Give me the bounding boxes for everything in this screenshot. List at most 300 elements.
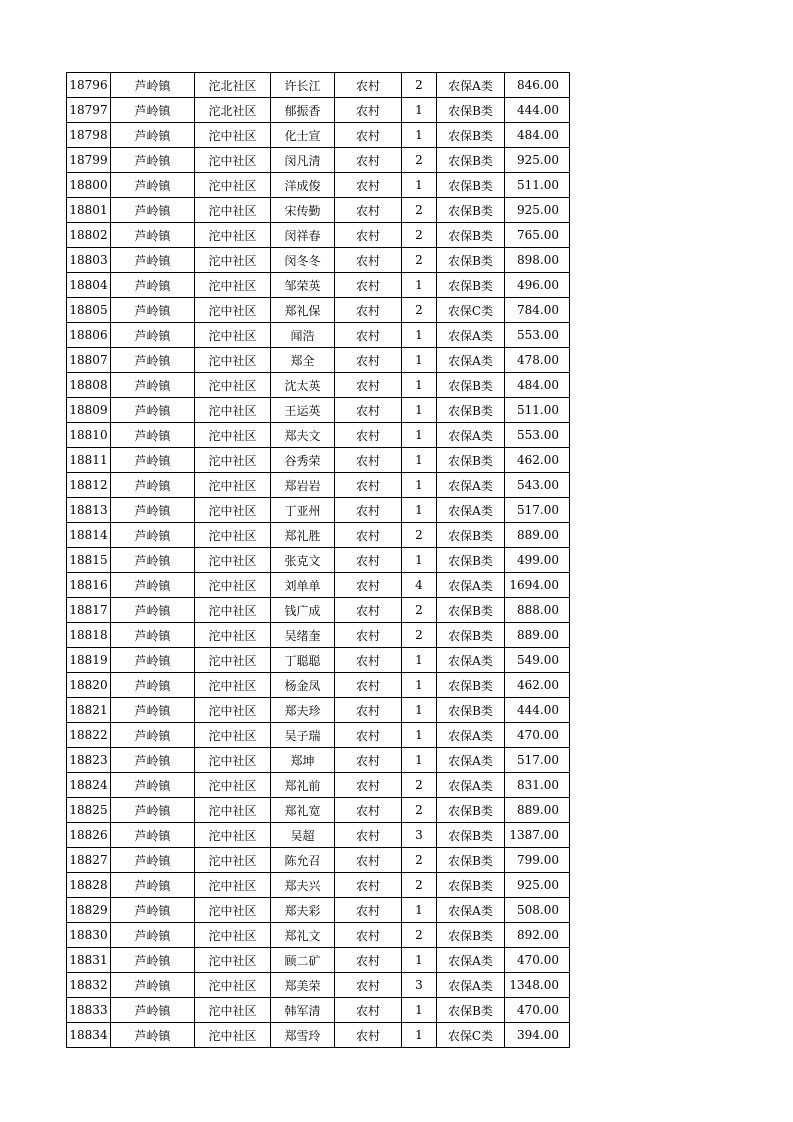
person-name-cell: 陈允召 xyxy=(271,848,335,873)
serial-number-cell: 18818 xyxy=(67,623,111,648)
category-cell: 农村 xyxy=(335,323,402,348)
town-cell: 芦岭镇 xyxy=(111,823,195,848)
household-count-cell: 1 xyxy=(402,648,437,673)
community-cell: 沱中社区 xyxy=(195,448,271,473)
category-cell: 农村 xyxy=(335,948,402,973)
amount-cell: 508.00 xyxy=(505,898,570,923)
household-count-cell: 1 xyxy=(402,423,437,448)
insurance-class-cell: 农保B类 xyxy=(437,173,505,198)
town-cell: 芦岭镇 xyxy=(111,248,195,273)
serial-number-cell: 18796 xyxy=(67,73,111,98)
community-cell: 沱中社区 xyxy=(195,998,271,1023)
table-row xyxy=(67,998,570,1023)
town-cell: 芦岭镇 xyxy=(111,898,195,923)
amount-cell: 444.00 xyxy=(505,698,570,723)
insurance-class-cell: 农保B类 xyxy=(437,523,505,548)
household-count-cell: 1 xyxy=(402,723,437,748)
community-cell: 沱中社区 xyxy=(195,123,271,148)
amount-cell: 889.00 xyxy=(505,623,570,648)
person-name-cell: 郑全 xyxy=(271,348,335,373)
community-cell: 沱中社区 xyxy=(195,798,271,823)
insurance-class-cell: 农保B类 xyxy=(437,923,505,948)
amount-cell: 517.00 xyxy=(505,748,570,773)
amount-cell: 470.00 xyxy=(505,948,570,973)
table-row xyxy=(67,548,570,573)
category-cell: 农村 xyxy=(335,698,402,723)
community-cell: 沱中社区 xyxy=(195,423,271,448)
serial-number-cell: 18829 xyxy=(67,898,111,923)
household-count-cell: 1 xyxy=(402,448,437,473)
table-row xyxy=(67,848,570,873)
person-name-cell: 郑夫文 xyxy=(271,423,335,448)
household-count-cell: 1 xyxy=(402,698,437,723)
town-cell: 芦岭镇 xyxy=(111,698,195,723)
household-count-cell: 2 xyxy=(402,223,437,248)
category-cell: 农村 xyxy=(335,648,402,673)
insurance-class-cell: 农保B类 xyxy=(437,273,505,298)
town-cell: 芦岭镇 xyxy=(111,473,195,498)
serial-number-cell: 18830 xyxy=(67,923,111,948)
insurance-class-cell: 农保B类 xyxy=(437,98,505,123)
serial-number-cell: 18802 xyxy=(67,223,111,248)
town-cell: 芦岭镇 xyxy=(111,748,195,773)
serial-number-cell: 18820 xyxy=(67,673,111,698)
town-cell: 芦岭镇 xyxy=(111,723,195,748)
town-cell: 芦岭镇 xyxy=(111,98,195,123)
community-cell: 沱中社区 xyxy=(195,198,271,223)
serial-number-cell: 18810 xyxy=(67,423,111,448)
category-cell: 农村 xyxy=(335,898,402,923)
record-table xyxy=(66,72,570,1048)
table-row xyxy=(67,948,570,973)
amount-cell: 925.00 xyxy=(505,198,570,223)
serial-number-cell: 18819 xyxy=(67,648,111,673)
person-name-cell: 化士宣 xyxy=(271,123,335,148)
community-cell: 沱中社区 xyxy=(195,273,271,298)
town-cell: 芦岭镇 xyxy=(111,573,195,598)
household-count-cell: 2 xyxy=(402,848,437,873)
amount-cell: 553.00 xyxy=(505,423,570,448)
person-name-cell: 闻浩 xyxy=(271,323,335,348)
community-cell: 沱中社区 xyxy=(195,873,271,898)
table-row xyxy=(67,773,570,798)
serial-number-cell: 18797 xyxy=(67,98,111,123)
table-row xyxy=(67,448,570,473)
household-count-cell: 2 xyxy=(402,73,437,98)
town-cell: 芦岭镇 xyxy=(111,998,195,1023)
category-cell: 农村 xyxy=(335,773,402,798)
household-count-cell: 1 xyxy=(402,123,437,148)
serial-number-cell: 18833 xyxy=(67,998,111,1023)
serial-number-cell: 18814 xyxy=(67,523,111,548)
insurance-class-cell: 农保A类 xyxy=(437,498,505,523)
person-name-cell: 谷秀荣 xyxy=(271,448,335,473)
table-row xyxy=(67,73,570,98)
person-name-cell: 邹荣英 xyxy=(271,273,335,298)
serial-number-cell: 18822 xyxy=(67,723,111,748)
amount-cell: 462.00 xyxy=(505,673,570,698)
town-cell: 芦岭镇 xyxy=(111,548,195,573)
community-cell: 沱中社区 xyxy=(195,398,271,423)
person-name-cell: 洋成俊 xyxy=(271,173,335,198)
insurance-class-cell: 农保A类 xyxy=(437,73,505,98)
table-row xyxy=(67,398,570,423)
town-cell: 芦岭镇 xyxy=(111,873,195,898)
insurance-class-cell: 农保B类 xyxy=(437,223,505,248)
insurance-class-cell: 农保B类 xyxy=(437,398,505,423)
serial-number-cell: 18824 xyxy=(67,773,111,798)
person-name-cell: 郑礼胜 xyxy=(271,523,335,548)
household-count-cell: 1 xyxy=(402,948,437,973)
community-cell: 沱中社区 xyxy=(195,573,271,598)
amount-cell: 889.00 xyxy=(505,798,570,823)
table-row xyxy=(67,648,570,673)
community-cell: 沱中社区 xyxy=(195,248,271,273)
person-name-cell: 郑夫珍 xyxy=(271,698,335,723)
serial-number-cell: 18812 xyxy=(67,473,111,498)
amount-cell: 889.00 xyxy=(505,523,570,548)
category-cell: 农村 xyxy=(335,73,402,98)
person-name-cell: 刘单单 xyxy=(271,573,335,598)
amount-cell: 1694.00 xyxy=(505,573,570,598)
serial-number-cell: 18801 xyxy=(67,198,111,223)
community-cell: 沱中社区 xyxy=(195,348,271,373)
community-cell: 沱中社区 xyxy=(195,223,271,248)
person-name-cell: 郁振香 xyxy=(271,98,335,123)
table-row xyxy=(67,273,570,298)
category-cell: 农村 xyxy=(335,523,402,548)
serial-number-cell: 18803 xyxy=(67,248,111,273)
household-count-cell: 1 xyxy=(402,498,437,523)
table-row xyxy=(67,98,570,123)
person-name-cell: 郑夫彩 xyxy=(271,898,335,923)
table-row xyxy=(67,823,570,848)
serial-number-cell: 18826 xyxy=(67,823,111,848)
community-cell: 沱中社区 xyxy=(195,1023,271,1048)
town-cell: 芦岭镇 xyxy=(111,648,195,673)
table-row xyxy=(67,698,570,723)
insurance-class-cell: 农保B类 xyxy=(437,823,505,848)
insurance-class-cell: 农保C类 xyxy=(437,298,505,323)
person-name-cell: 闵祥春 xyxy=(271,223,335,248)
insurance-class-cell: 农保A类 xyxy=(437,723,505,748)
amount-cell: 765.00 xyxy=(505,223,570,248)
serial-number-cell: 18807 xyxy=(67,348,111,373)
serial-number-cell: 18806 xyxy=(67,323,111,348)
category-cell: 农村 xyxy=(335,923,402,948)
community-cell: 沱中社区 xyxy=(195,923,271,948)
serial-number-cell: 18809 xyxy=(67,398,111,423)
person-name-cell: 沈太英 xyxy=(271,373,335,398)
serial-number-cell: 18823 xyxy=(67,748,111,773)
serial-number-cell: 18817 xyxy=(67,598,111,623)
household-count-cell: 2 xyxy=(402,923,437,948)
person-name-cell: 杨金凤 xyxy=(271,673,335,698)
household-count-cell: 1 xyxy=(402,273,437,298)
town-cell: 芦岭镇 xyxy=(111,923,195,948)
insurance-class-cell: 农保A类 xyxy=(437,748,505,773)
category-cell: 农村 xyxy=(335,98,402,123)
household-count-cell: 1 xyxy=(402,173,437,198)
household-count-cell: 1 xyxy=(402,898,437,923)
person-name-cell: 郑坤 xyxy=(271,748,335,773)
amount-cell: 484.00 xyxy=(505,123,570,148)
town-cell: 芦岭镇 xyxy=(111,623,195,648)
person-name-cell: 钱广成 xyxy=(271,598,335,623)
insurance-class-cell: 农保B类 xyxy=(437,198,505,223)
serial-number-cell: 18821 xyxy=(67,698,111,723)
household-count-cell: 2 xyxy=(402,798,437,823)
table-row xyxy=(67,298,570,323)
table-row xyxy=(67,573,570,598)
insurance-class-cell: 农保B类 xyxy=(437,798,505,823)
table-row xyxy=(67,798,570,823)
person-name-cell: 郑礼前 xyxy=(271,773,335,798)
town-cell: 芦岭镇 xyxy=(111,123,195,148)
category-cell: 农村 xyxy=(335,498,402,523)
town-cell: 芦岭镇 xyxy=(111,1023,195,1048)
insurance-class-cell: 农保A类 xyxy=(437,473,505,498)
person-name-cell: 宋传勤 xyxy=(271,198,335,223)
table-row xyxy=(67,198,570,223)
serial-number-cell: 18831 xyxy=(67,948,111,973)
serial-number-cell: 18798 xyxy=(67,123,111,148)
insurance-class-cell: 农保B类 xyxy=(437,148,505,173)
table-row xyxy=(67,323,570,348)
serial-number-cell: 18811 xyxy=(67,448,111,473)
category-cell: 农村 xyxy=(335,998,402,1023)
town-cell: 芦岭镇 xyxy=(111,673,195,698)
community-cell: 沱中社区 xyxy=(195,373,271,398)
household-count-cell: 4 xyxy=(402,573,437,598)
town-cell: 芦岭镇 xyxy=(111,423,195,448)
amount-cell: 888.00 xyxy=(505,598,570,623)
town-cell: 芦岭镇 xyxy=(111,798,195,823)
category-cell: 农村 xyxy=(335,673,402,698)
category-cell: 农村 xyxy=(335,398,402,423)
serial-number-cell: 18808 xyxy=(67,373,111,398)
community-cell: 沱中社区 xyxy=(195,173,271,198)
town-cell: 芦岭镇 xyxy=(111,598,195,623)
person-name-cell: 闵凡清 xyxy=(271,148,335,173)
table-row xyxy=(67,723,570,748)
table-row xyxy=(67,523,570,548)
table-row xyxy=(67,473,570,498)
household-count-cell: 1 xyxy=(402,673,437,698)
insurance-class-cell: 农保B类 xyxy=(437,698,505,723)
community-cell: 沱中社区 xyxy=(195,298,271,323)
amount-cell: 499.00 xyxy=(505,548,570,573)
community-cell: 沱中社区 xyxy=(195,473,271,498)
insurance-class-cell: 农保A类 xyxy=(437,773,505,798)
table-row xyxy=(67,423,570,448)
amount-cell: 470.00 xyxy=(505,723,570,748)
amount-cell: 831.00 xyxy=(505,773,570,798)
serial-number-cell: 18804 xyxy=(67,273,111,298)
household-count-cell: 2 xyxy=(402,198,437,223)
category-cell: 农村 xyxy=(335,273,402,298)
category-cell: 农村 xyxy=(335,298,402,323)
community-cell: 沱中社区 xyxy=(195,523,271,548)
insurance-class-cell: 农保C类 xyxy=(437,1023,505,1048)
category-cell: 农村 xyxy=(335,123,402,148)
insurance-class-cell: 农保B类 xyxy=(437,373,505,398)
town-cell: 芦岭镇 xyxy=(111,398,195,423)
community-cell: 沱中社区 xyxy=(195,648,271,673)
amount-cell: 898.00 xyxy=(505,248,570,273)
amount-cell: 478.00 xyxy=(505,348,570,373)
insurance-class-cell: 农保B类 xyxy=(437,673,505,698)
household-count-cell: 1 xyxy=(402,373,437,398)
person-name-cell: 郑礼文 xyxy=(271,923,335,948)
category-cell: 农村 xyxy=(335,873,402,898)
insurance-class-cell: 农保B类 xyxy=(437,548,505,573)
serial-number-cell: 18799 xyxy=(67,148,111,173)
community-cell: 沱中社区 xyxy=(195,748,271,773)
community-cell: 沱中社区 xyxy=(195,823,271,848)
amount-cell: 462.00 xyxy=(505,448,570,473)
community-cell: 沱中社区 xyxy=(195,898,271,923)
household-count-cell: 2 xyxy=(402,148,437,173)
table-row xyxy=(67,148,570,173)
category-cell: 农村 xyxy=(335,198,402,223)
insurance-class-cell: 农保A类 xyxy=(437,898,505,923)
community-cell: 沱北社区 xyxy=(195,73,271,98)
town-cell: 芦岭镇 xyxy=(111,373,195,398)
amount-cell: 484.00 xyxy=(505,373,570,398)
table-row xyxy=(67,748,570,773)
community-cell: 沱中社区 xyxy=(195,848,271,873)
amount-cell: 549.00 xyxy=(505,648,570,673)
town-cell: 芦岭镇 xyxy=(111,948,195,973)
table-row xyxy=(67,873,570,898)
table-row xyxy=(67,123,570,148)
serial-number-cell: 18825 xyxy=(67,798,111,823)
town-cell: 芦岭镇 xyxy=(111,773,195,798)
category-cell: 农村 xyxy=(335,1023,402,1048)
record-table-body xyxy=(67,73,570,1048)
table-row xyxy=(67,498,570,523)
town-cell: 芦岭镇 xyxy=(111,223,195,248)
insurance-class-cell: 农保B类 xyxy=(437,448,505,473)
insurance-class-cell: 农保A类 xyxy=(437,973,505,998)
town-cell: 芦岭镇 xyxy=(111,973,195,998)
category-cell: 农村 xyxy=(335,598,402,623)
amount-cell: 496.00 xyxy=(505,273,570,298)
serial-number-cell: 18827 xyxy=(67,848,111,873)
amount-cell: 784.00 xyxy=(505,298,570,323)
person-name-cell: 郑岩岩 xyxy=(271,473,335,498)
table-row xyxy=(67,173,570,198)
person-name-cell: 张克文 xyxy=(271,548,335,573)
insurance-class-cell: 农保A类 xyxy=(437,323,505,348)
town-cell: 芦岭镇 xyxy=(111,173,195,198)
category-cell: 农村 xyxy=(335,448,402,473)
category-cell: 农村 xyxy=(335,373,402,398)
community-cell: 沱中社区 xyxy=(195,698,271,723)
amount-cell: 511.00 xyxy=(505,398,570,423)
community-cell: 沱中社区 xyxy=(195,148,271,173)
amount-cell: 543.00 xyxy=(505,473,570,498)
insurance-class-cell: 农保B类 xyxy=(437,848,505,873)
person-name-cell: 郑夫兴 xyxy=(271,873,335,898)
community-cell: 沱中社区 xyxy=(195,773,271,798)
person-name-cell: 闵冬冬 xyxy=(271,248,335,273)
household-count-cell: 1 xyxy=(402,998,437,1023)
category-cell: 农村 xyxy=(335,573,402,598)
serial-number-cell: 18816 xyxy=(67,573,111,598)
household-count-cell: 1 xyxy=(402,548,437,573)
serial-number-cell: 18832 xyxy=(67,973,111,998)
amount-cell: 553.00 xyxy=(505,323,570,348)
person-name-cell: 吴超 xyxy=(271,823,335,848)
insurance-class-cell: 农保B类 xyxy=(437,248,505,273)
person-name-cell: 丁亚州 xyxy=(271,498,335,523)
amount-cell: 846.00 xyxy=(505,73,570,98)
household-count-cell: 3 xyxy=(402,823,437,848)
person-name-cell: 郑雪玲 xyxy=(271,1023,335,1048)
category-cell: 农村 xyxy=(335,348,402,373)
community-cell: 沱中社区 xyxy=(195,948,271,973)
household-count-cell: 1 xyxy=(402,1023,437,1048)
household-count-cell: 2 xyxy=(402,598,437,623)
table-row xyxy=(67,348,570,373)
amount-cell: 511.00 xyxy=(505,173,570,198)
insurance-class-cell: 农保A类 xyxy=(437,348,505,373)
person-name-cell: 王运英 xyxy=(271,398,335,423)
insurance-class-cell: 农保B类 xyxy=(437,598,505,623)
household-count-cell: 1 xyxy=(402,473,437,498)
town-cell: 芦岭镇 xyxy=(111,198,195,223)
insurance-class-cell: 农保A类 xyxy=(437,948,505,973)
amount-cell: 1348.00 xyxy=(505,973,570,998)
household-count-cell: 1 xyxy=(402,748,437,773)
community-cell: 沱中社区 xyxy=(195,723,271,748)
amount-cell: 925.00 xyxy=(505,873,570,898)
person-name-cell: 顾二矿 xyxy=(271,948,335,973)
table-row xyxy=(67,223,570,248)
amount-cell: 394.00 xyxy=(505,1023,570,1048)
household-count-cell: 2 xyxy=(402,773,437,798)
category-cell: 农村 xyxy=(335,423,402,448)
community-cell: 沱中社区 xyxy=(195,623,271,648)
serial-number-cell: 18815 xyxy=(67,548,111,573)
person-name-cell: 郑礼保 xyxy=(271,298,335,323)
household-count-cell: 1 xyxy=(402,398,437,423)
community-cell: 沱中社区 xyxy=(195,973,271,998)
amount-cell: 892.00 xyxy=(505,923,570,948)
town-cell: 芦岭镇 xyxy=(111,448,195,473)
category-cell: 农村 xyxy=(335,823,402,848)
amount-cell: 470.00 xyxy=(505,998,570,1023)
serial-number-cell: 18800 xyxy=(67,173,111,198)
town-cell: 芦岭镇 xyxy=(111,523,195,548)
insurance-class-cell: 农保B类 xyxy=(437,873,505,898)
category-cell: 农村 xyxy=(335,148,402,173)
town-cell: 芦岭镇 xyxy=(111,73,195,98)
household-count-cell: 2 xyxy=(402,298,437,323)
community-cell: 沱中社区 xyxy=(195,498,271,523)
household-count-cell: 2 xyxy=(402,873,437,898)
category-cell: 农村 xyxy=(335,723,402,748)
category-cell: 农村 xyxy=(335,248,402,273)
town-cell: 芦岭镇 xyxy=(111,273,195,298)
town-cell: 芦岭镇 xyxy=(111,348,195,373)
category-cell: 农村 xyxy=(335,848,402,873)
household-count-cell: 1 xyxy=(402,98,437,123)
community-cell: 沱中社区 xyxy=(195,323,271,348)
household-count-cell: 3 xyxy=(402,973,437,998)
